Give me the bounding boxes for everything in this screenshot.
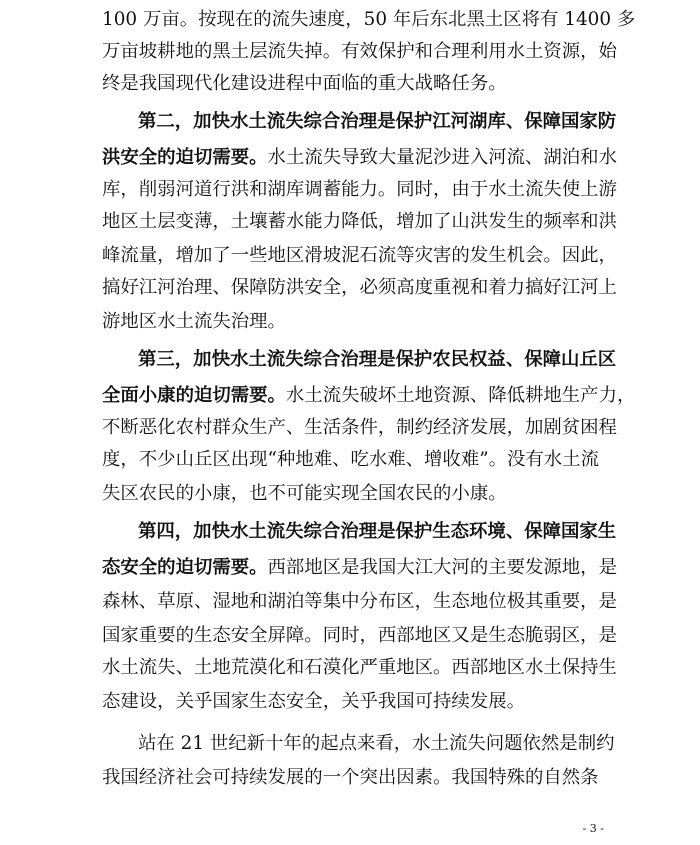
text-line: 国家重要的生态安全屏障。同时，西部地区又是生态脆弱区，是	[102, 625, 617, 646]
text-line: 洪安全的迫切需要。水土流失导致大量泥沙进入河流、湖泊和水	[102, 147, 617, 168]
text-line: 水土流失、土地荒漠化和石漠化严重地区。西部地区水土保持生	[102, 657, 617, 678]
text-line: 我国经济社会可持续发展的一个突出因素。我国特殊的自然条	[102, 767, 599, 788]
text-line: 度，不少山丘区出现“种地难、吃水难、增收难”。没有水土流	[102, 449, 599, 470]
text-line: 态建设，关乎国家生态安全，关乎我国可持续发展。	[102, 691, 525, 712]
text-line: 搞好江河治理、保障防洪安全，必须高度重视和着力搞好江河上	[102, 277, 617, 298]
text-line: 100 万亩。按现在的流失速度，50 年后东北黑土区将有 1400 多	[102, 9, 636, 30]
text-line: 态安全的迫切需要。西部地区是我国大江大河的主要发源地，是	[102, 557, 617, 578]
text-line: 森林、草原、湿地和湖泊等集中分布区，生态地位极其重要，是	[102, 591, 617, 612]
section-heading-tail: 洪安全的迫切需要。	[102, 147, 268, 168]
text-line: 不断恶化农村群众生产、生活条件，制约经济发展，加剧贫困程	[102, 417, 617, 438]
section-heading-line: 第三，加快水土流失综合治理是保护农民权益、保障山丘区	[138, 349, 617, 370]
text-line: 失区农民的小康，也不可能实现全国农民的小康。	[102, 483, 507, 504]
page-number: - 3 -	[582, 822, 604, 835]
text-line: 终是我国现代化建设进程中面临的重大战略任务。	[102, 73, 507, 94]
text-line: 峰流量，增加了一些地区滑坡泥石流等灾害的发生机会。因此，	[102, 245, 617, 266]
text-line: 游地区水土流失治理。	[102, 311, 286, 332]
section-heading-tail: 全面小康的迫切需要。	[102, 385, 286, 406]
text-line: 全面小康的迫切需要。水土流失破坏土地资源、降低耕地生产力，	[102, 385, 636, 406]
section-heading-tail: 态安全的迫切需要。	[102, 557, 268, 578]
text-line: 库，削弱河道行洪和湖库调蓄能力。同时，由于水土流失使上游	[102, 179, 617, 200]
text-line: 万亩坡耕地的黑土层流失掉。有效保护和合理利用水土资源，始	[102, 41, 617, 62]
section-heading-line: 第四，加快水土流失综合治理是保护生态环境、保障国家生	[138, 521, 617, 542]
section-heading-line: 第二，加快水土流失综合治理是保护江河湖库、保障国家防	[138, 111, 617, 132]
text-line: 站在 21 世纪新十年的起点来看，水土流失问题依然是制约	[138, 733, 615, 754]
text-line: 地区土层变薄，土壤蓄水能力降低，增加了山洪发生的频率和洪	[102, 211, 617, 232]
